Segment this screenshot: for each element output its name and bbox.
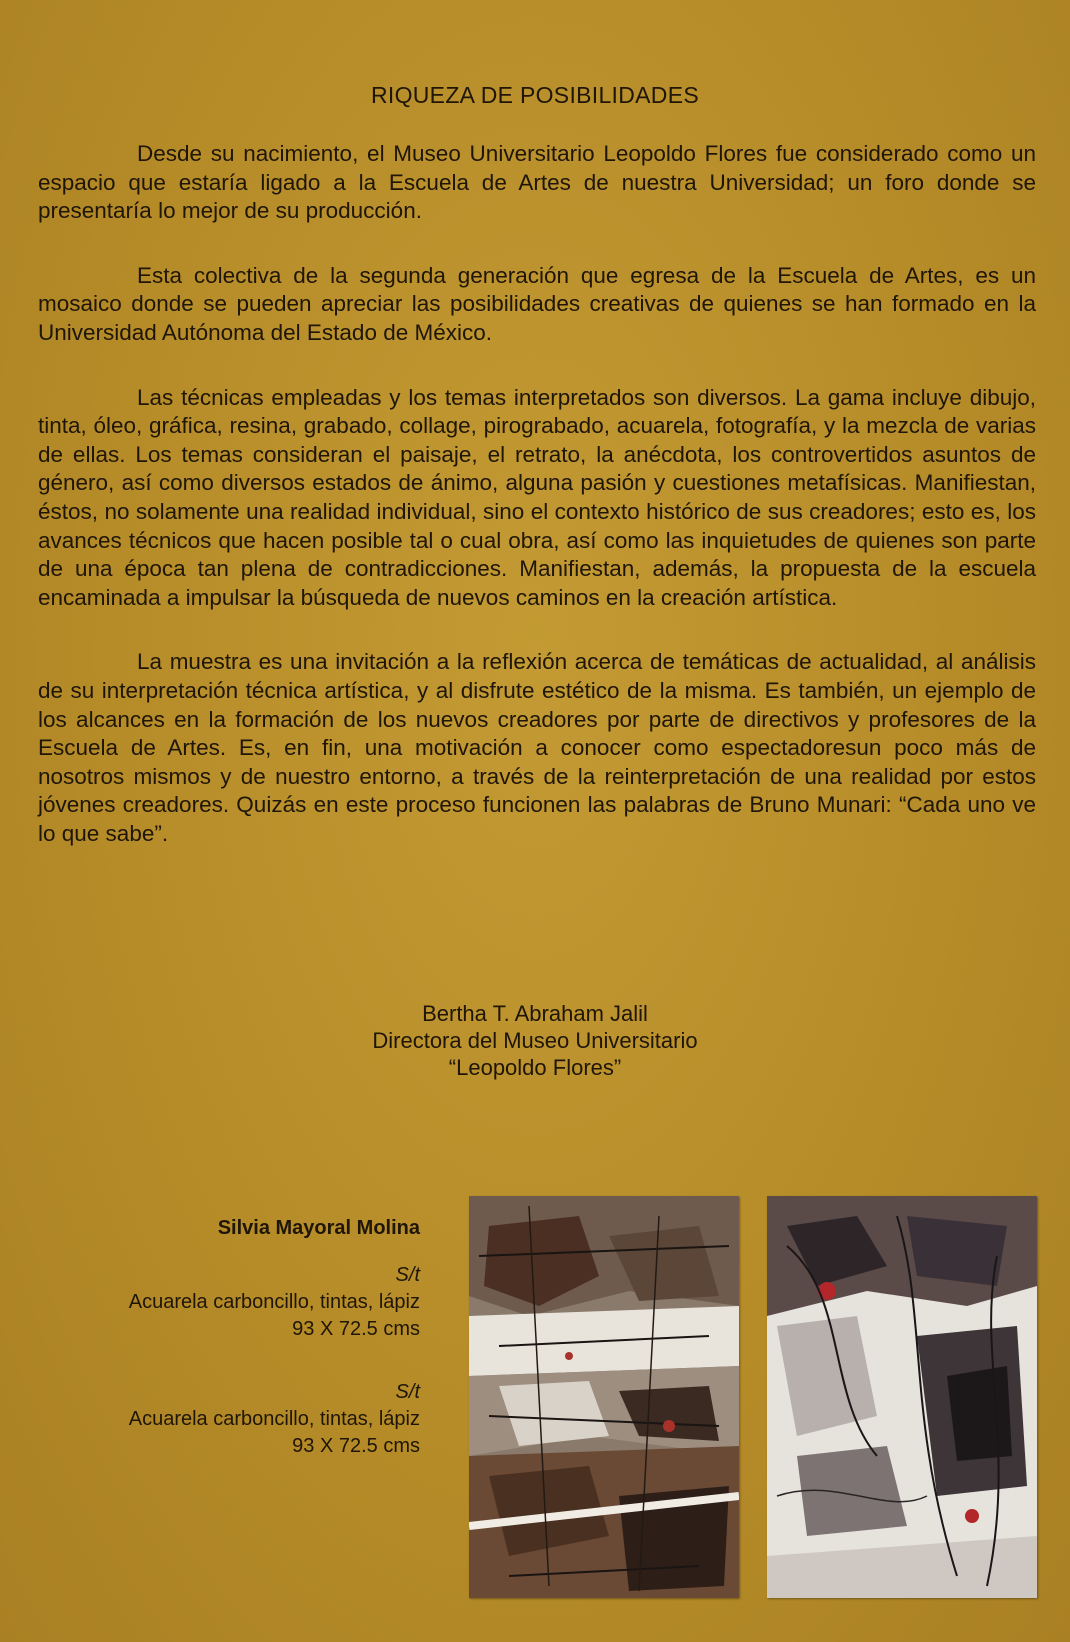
work-title: S/t [395,1381,420,1403]
signature-role: Directora del Museo Universitario [372,1028,698,1053]
artwork-image-1 [469,1196,739,1598]
essay-body [38,140,1036,884]
signature-museum: “Leopoldo Flores” [448,1055,622,1080]
paragraph-4: La muestra es una invitación a la reflexión acerca de temáticas de actualidad, al análisis de su interpretación técnica artística, y al disfrute estético de la misma. Es también, un ejemplo de los alcances en la formación de los nuevos creadores por parte de directivos y profesores de la Escuela de Artes. Es, en fin, una motivación a conocer como espectadoresun poco más de nosotros mismos y de nuestro entorno, a través de la reinterpretación de una realidad por estos jóvenes creadores. Quizás en este proceso funcionen las palabras de Bruno Munari: “Cada uno ve lo que sabe”. [38,649,1036,846]
artist-caption [20,1215,420,1496]
signature-name: Bertha T. Abraham Jalil [422,1001,648,1026]
work-size: 93 X 72.5 cms [292,1318,420,1340]
work-technique: Acuarela carboncillo, tintas, lápiz [128,1291,420,1313]
work-caption-2 [20,1379,420,1460]
paragraph-1: Desde su nacimiento, el Museo Universitario Leopoldo Flores fue considerado como un espacio que estaría ligado a la Escuela de Artes de nuestra Universidad; un foro donde se presentaría lo mejor de su producción. [38,141,1036,224]
artwork-image-2 [767,1196,1037,1598]
signature-block [0,1000,1070,1081]
work-size: 93 X 72.5 cms [292,1435,420,1457]
paragraph-3: Las técnicas empleadas y los temas interpretados son diversos. La gama incluye dibujo, tinta, óleo, gráfica, resina, grabado, collage, pirograbado, acuarela, fotografía, y la mezcla de varias de ellas. Los temas consideran el paisaje, el retrato, la anécdota, los controvertidos asuntos de género, así como diversos estados de ánimo, alguna pasión y cuestiones metafísicas. Manifiestan, éstos, no solamente una realidad individual, sino el contexto histórico de sus creadores; esto es, los avances técnicos que hacen posible tal o cual obra, así como las inquietudes de quienes son parte de una época tan plena de contradicciones. Manifiestan, además, la propuesta de la escuela encaminada a impulsar la búsqueda de nuevos caminos en la creación artística. [38,384,1036,610]
artist-name: Silvia Mayoral Molina [217,1217,420,1239]
work-technique: Acuarela carboncillo, tintas, lápiz [128,1408,420,1430]
paragraph-2: Esta colectiva de la segunda generación que egresa de la Escuela de Artes, es un mosaico donde se pueden apreciar las posibilidades creativas de quienes se han formado en la Universidad Autónoma del Estado de México. [38,262,1036,345]
page-title: RIQUEZA DE POSIBILIDADES [370,82,699,108]
work-caption-1 [20,1262,420,1343]
work-title: S/t [395,1264,420,1286]
